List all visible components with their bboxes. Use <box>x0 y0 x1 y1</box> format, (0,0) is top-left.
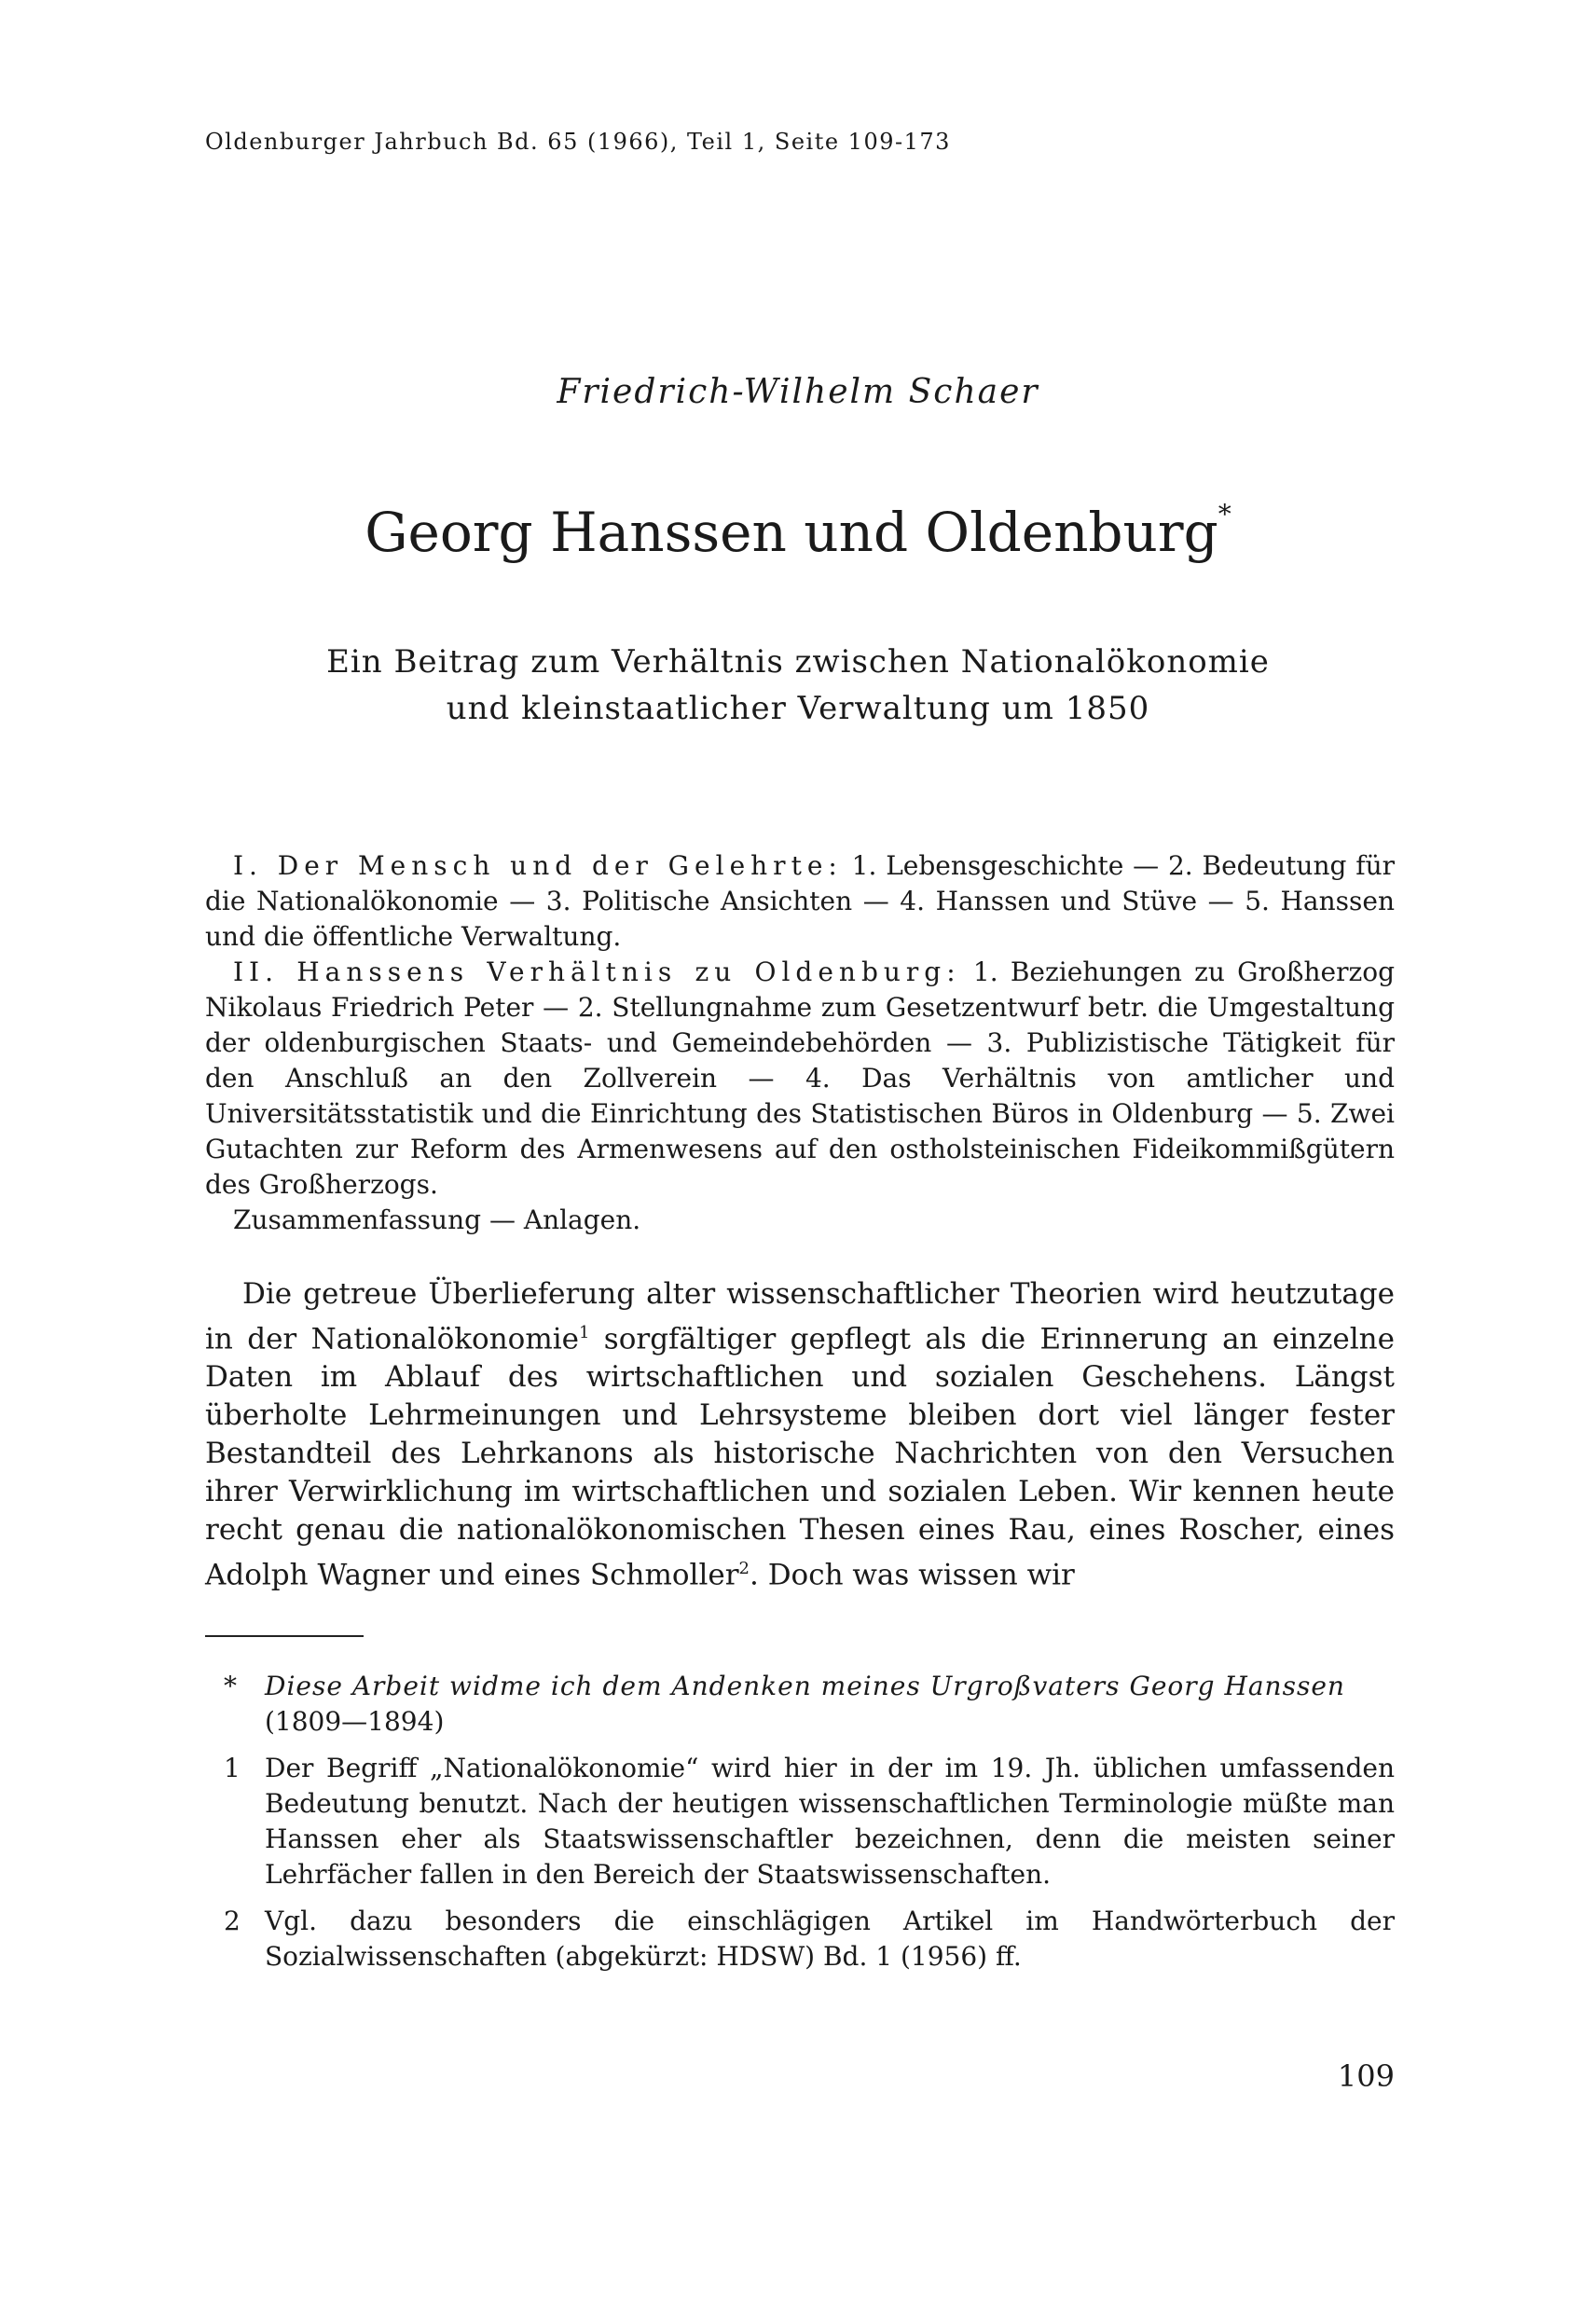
body-text-part-2: sorgfältiger gepflegt als die Erinnerung an einzelne Daten im Ablauf des wirtschaftlichen und sozialen Geschehens. Längst überholte Lehrmeinungen und Lehrsysteme bleiben dort viel länger fester Bestandteil des Lehrkanons als historische Nachrichten von den Versuchen ihrer Verwirklichung im wirtschaftlichen und sozialen Leben. Wir kennen heute recht genau die nationalökonomischen Thesen eines Rau, eines Roscher, eines Adolph Wagner und eines Schmoller <box>205 1322 1395 1592</box>
footnote-1 <box>205 1751 1395 1892</box>
subtitle-line-2: und kleinstaatlicher Verwaltung um 1850 <box>446 690 1150 727</box>
footnotes <box>205 1669 1395 1986</box>
footnote-2 <box>205 1904 1395 1975</box>
footnote-text: Diese Arbeit widme ich dem Andenken meines Urgroßvaters Georg Hanssen <box>265 1671 1345 1701</box>
article-title <box>0 499 1596 564</box>
body-paragraph <box>205 1275 1395 1595</box>
contents-part-1 <box>205 848 1395 955</box>
contents-part-1-heading: I. Der Mensch und der Gelehrte: <box>233 850 843 881</box>
footnote-dedication <box>205 1669 1395 1740</box>
contents-part-2-heading: II. Hanssens Verhältnis zu Oldenburg: <box>233 956 961 987</box>
footnote-text-dates: (1809—1894) <box>265 1706 445 1737</box>
body-text-part-1: Die getreue Überlieferung alter wissenschaftlicher Theorien wird heutzutage in der Nationalökonomie <box>205 1277 1395 1356</box>
body-text-part-3: . Doch was wissen wir <box>749 1558 1075 1592</box>
subtitle-line-1: Ein Beitrag zum Verhältnis zwischen Nationalökonomie <box>326 643 1270 681</box>
running-header: Oldenburger Jahrbuch Bd. 65 (1966), Teil 1, Seite 109-173 <box>205 129 951 155</box>
contents-part-2 <box>205 955 1395 1203</box>
contents-part-1-text: 1. Lebensgeschichte — 2. Bedeutung für die Nationalökonomie — 3. Politische Ansichten — 4. Hanssen und Stüve — 5. Hanssen und die öffentliche Verwaltung. <box>205 850 1396 952</box>
table-of-contents <box>205 848 1395 1238</box>
footnote-text: Vgl. dazu besonders die einschlägigen Artikel im Handwörterbuch der Sozialwissenschaften (abgekürzt: HDSW) Bd. 1 (1956) ff. <box>265 1906 1395 1972</box>
contents-summary: Zusammenfassung — Anlagen. <box>233 1204 641 1235</box>
article-subtitle <box>0 639 1596 732</box>
footnote-mark: 1 <box>224 1753 241 1783</box>
author-name: Friedrich-Wilhelm Schaer <box>557 373 1039 411</box>
footnote-ref-2: 2 <box>738 1559 750 1579</box>
footnote-ref-1: 1 <box>579 1323 590 1342</box>
article-title-text: Georg Hanssen und Oldenburg <box>365 501 1218 564</box>
contents-part-2-text: 1. Beziehungen zu Großherzog Nikolaus Friedrich Peter — 2. Stellungnahme zum Gesetzentwurf betr. die Umgestaltung der oldenburgischen Staats- und Gemeindebehörden — 3. Publizistische Tätigkeit für den Anschluß an den Zollverein — 4. Das Verhältnis von amtlicher und Universitätsstatistik und die Einrichtung des Statistischen Büros in Oldenburg — 5. Zwei Gutachten zur Reform des Armenwesens auf den ostholsteinischen Fideikommißgütern des Großherzogs. <box>205 956 1396 1200</box>
footnote-mark: * <box>224 1671 237 1701</box>
footnote-divider <box>205 1635 364 1637</box>
title-footnote-mark: * <box>1218 499 1231 530</box>
footnote-text: Der Begriff „Nationalökonomie“ wird hier in der im 19. Jh. üblichen umfassenden Bedeutung benutzt. Nach der heutigen wissenschaftlichen Terminologie müßte man Hanssen eher als Staatswissenschaftler bezeichnen, denn die meisten seiner Lehrfächer fallen in den Bereich der Staatswissenschaften. <box>265 1753 1395 1890</box>
footnote-mark: 2 <box>224 1906 241 1936</box>
page-number: 109 <box>1337 2058 1395 2094</box>
